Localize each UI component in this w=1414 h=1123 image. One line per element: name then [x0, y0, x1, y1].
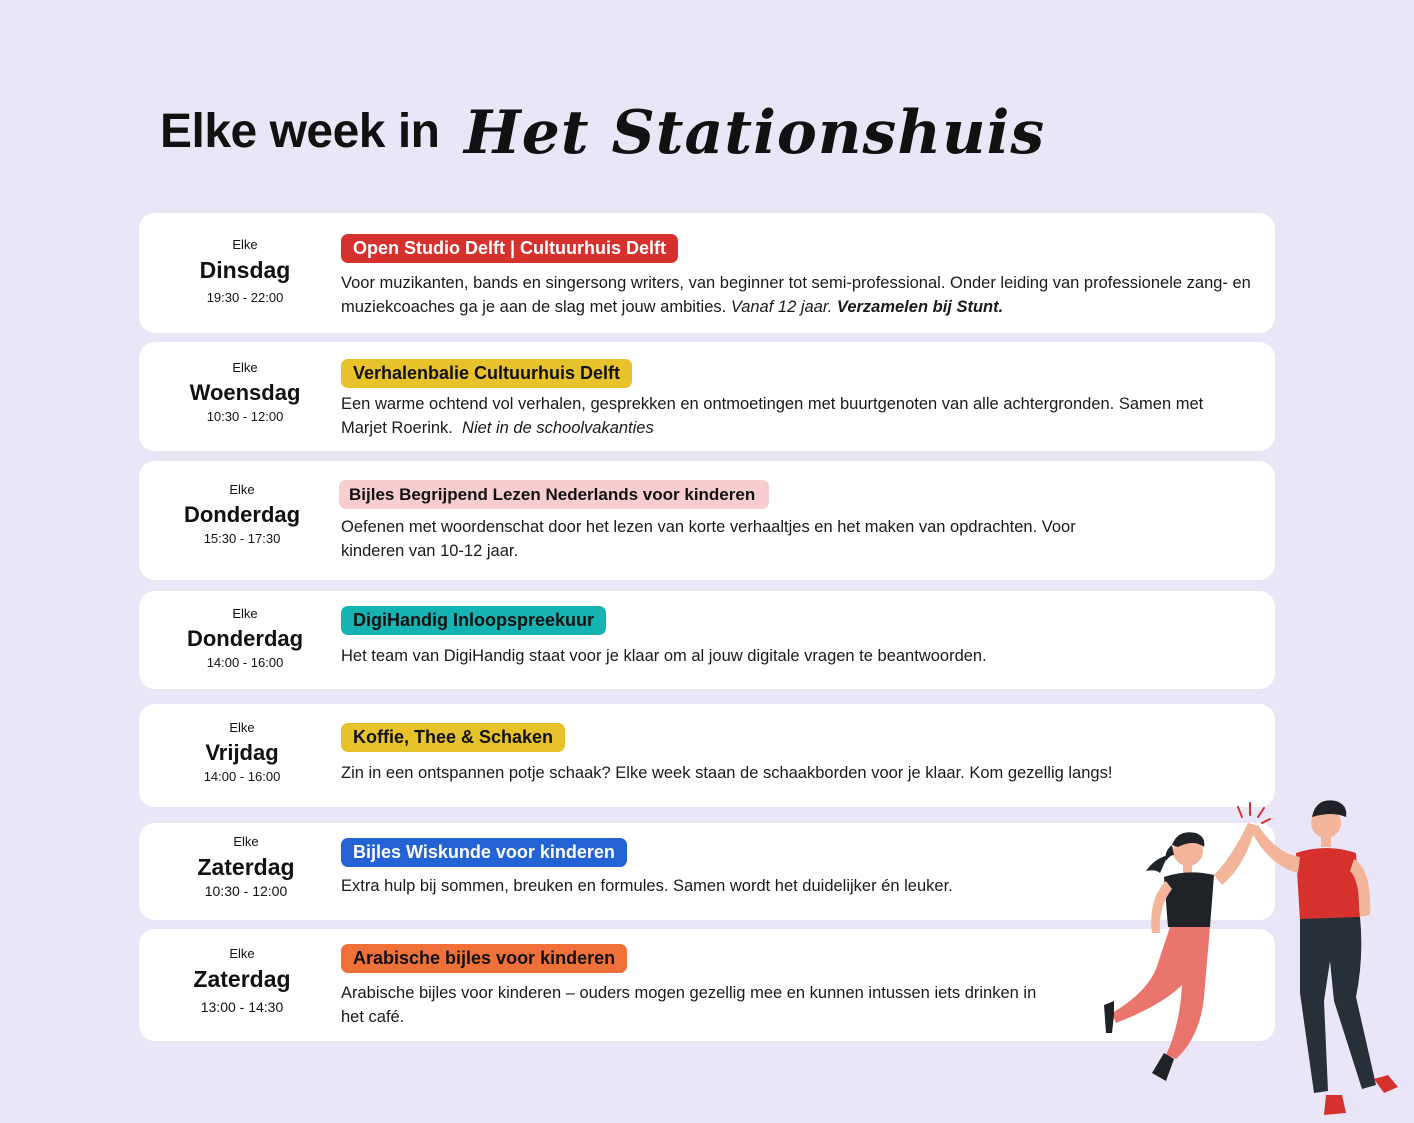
- description-text: Arabische bijles voor kinderen – ouders mogen gezellig mee en kunnen intussen iets drinken in het café.: [341, 984, 1037, 1026]
- day-name: Vrijdag: [205, 740, 279, 765]
- event-day: [139, 606, 351, 672]
- day-name: Woensdag: [189, 380, 301, 405]
- event-card: [139, 342, 1275, 451]
- event-time: 19:30 - 22:00: [206, 290, 284, 305]
- event-time: 10:30 - 12:00: [206, 409, 284, 424]
- description-text: Een warme ochtend vol verhalen, gesprekken en ontmoetingen met buurtgenoten van alle achtergronden. Samen met Marjet Roerink.: [341, 395, 1204, 437]
- page-title: Elke week in: [160, 105, 440, 158]
- event-day: [139, 482, 345, 548]
- sparkle-icon: [1238, 803, 1270, 823]
- event-time: 14:00 - 16:00: [206, 655, 284, 670]
- day-name: Donderdag: [186, 626, 304, 651]
- event-description: [341, 515, 1131, 563]
- event-description: [341, 271, 1251, 319]
- meeting-note: Verzamelen bij Stunt.: [836, 298, 1004, 316]
- event-title-badge: Bijles Wiskunde voor kinderen: [341, 838, 627, 867]
- event-title-badge: DigiHandig Inloopspreekuur: [341, 606, 606, 635]
- description-text: Het team van DigiHandig staat voor je klaar om al jouw digitale vragen te beantwoorden.: [341, 647, 987, 665]
- day-name: Zaterdag: [193, 966, 291, 992]
- every-label: Elke: [229, 946, 255, 961]
- every-label: Elke: [232, 237, 258, 252]
- event-card: [139, 461, 1275, 580]
- event-day: [139, 834, 353, 900]
- description-text: Zin in een ontspannen potje schaak? Elke week staan de schaakborden voor je klaar. Kom gezellig langs!: [341, 764, 1113, 782]
- event-description: [341, 874, 1141, 898]
- day-name: Dinsdag: [199, 257, 291, 283]
- event-title-badge: Arabische bijles voor kinderen: [341, 944, 627, 973]
- event-description: [341, 644, 1241, 668]
- event-description: [341, 981, 1061, 1029]
- woman-figure: [1104, 823, 1256, 1081]
- event-title-badge: Open Studio Delft | Cultuurhuis Delft: [341, 234, 678, 263]
- every-label: Elke: [229, 720, 255, 735]
- event-time: 14:00 - 16:00: [203, 769, 281, 784]
- event-description: [341, 392, 1231, 440]
- venue-title: Het Stationshuis: [464, 98, 1046, 168]
- event-title-badge: Koffie, Thee & Schaken: [341, 723, 565, 752]
- every-label: Elke: [229, 482, 255, 497]
- description-text: Voor muzikanten, bands en singersong writers, van beginner tot semi-professional. Onder leiding van professionele zang- en muziekcoaches ga je aan de slag met jouw ambities.: [341, 274, 1251, 316]
- event-day: [139, 360, 351, 426]
- event-card: [139, 213, 1275, 333]
- every-label: Elke: [233, 834, 259, 849]
- age-note: Vanaf 12 jaar.: [730, 298, 833, 316]
- event-time: 10:30 - 12:00: [204, 883, 288, 899]
- event-day: [139, 946, 345, 1016]
- event-time: 15:30 - 17:30: [203, 531, 281, 546]
- man-figure: [1250, 800, 1398, 1115]
- event-card: [139, 591, 1275, 689]
- high-five-illustration: [1090, 795, 1410, 1123]
- event-card: [139, 704, 1275, 807]
- event-day: [139, 237, 351, 307]
- description-text: Extra hulp bij sommen, breuken en formules. Samen wordt het duidelijker én leuker.: [341, 877, 953, 895]
- every-label: Elke: [232, 606, 258, 621]
- event-description: [341, 761, 1241, 785]
- event-time: 13:00 - 14:30: [200, 999, 284, 1015]
- day-name: Zaterdag: [197, 854, 295, 880]
- description-text: Oefenen met woordenschat door het lezen van korte verhaaltjes en het maken van opdrachten. Voor kinderen van 10-12 jaar.: [341, 518, 1076, 560]
- day-name: Donderdag: [183, 502, 301, 527]
- event-title-badge: Verhalenbalie Cultuurhuis Delft: [341, 359, 632, 388]
- every-label: Elke: [232, 360, 258, 375]
- holiday-note: Niet in de schoolvakanties: [462, 419, 654, 437]
- event-day: [139, 720, 345, 786]
- event-title-badge: Bijles Begrijpend Lezen Nederlands voor kinderen: [339, 480, 769, 509]
